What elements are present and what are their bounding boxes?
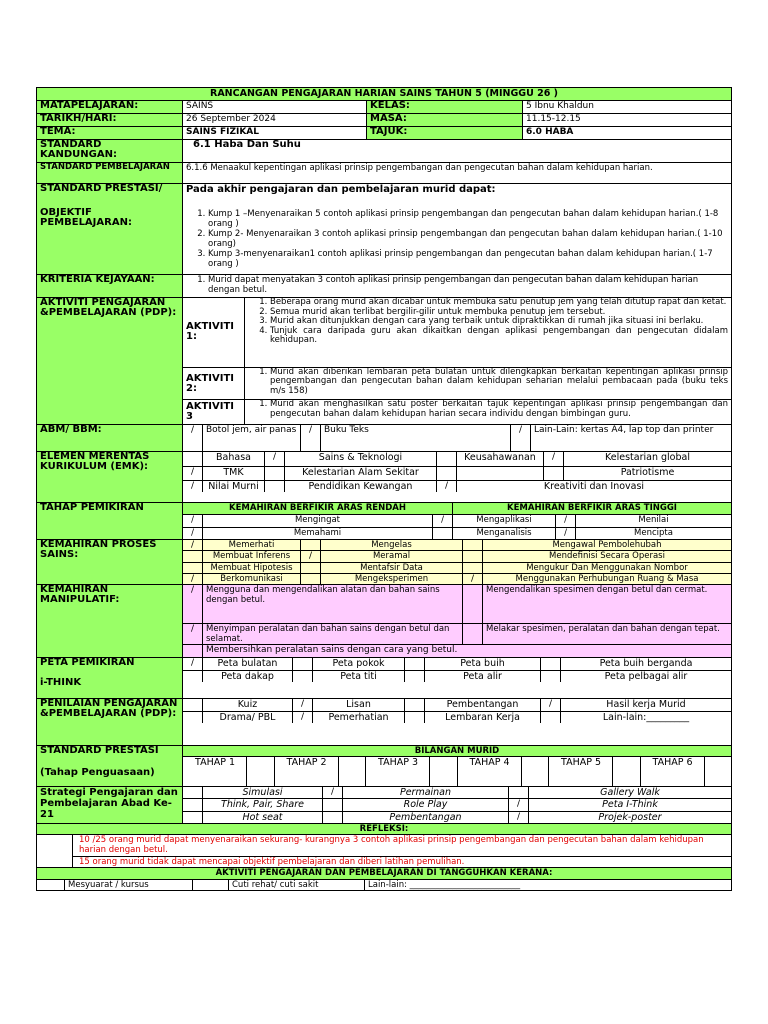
grid-item: Menganalisis — [453, 528, 556, 540]
check-mark: / — [183, 658, 203, 670]
standard-pembelajaran-value: 6.1.6 Menaakul kepentingan aplikasi prinsip pengembangan dan pengecutan bahan dalam kehidupan harian. — [186, 163, 653, 173]
grid-item: Memahami — [203, 528, 433, 540]
check-mark: / — [183, 540, 203, 550]
grid-item: Think, Pair, Share — [203, 799, 323, 810]
manipulatif-row — [183, 624, 731, 645]
aktiviti-step: 4. Tunjuk cara daripada guru akan dikaitkan dengan aplikasi pengembangan dan pengecutan didalam kehidupan. — [270, 327, 728, 346]
tahap-level: TAHAP 4 — [458, 757, 522, 786]
check-mark: / — [183, 528, 203, 540]
grid-item: Menggunakan Perhubungan Ruang & Masa — [515, 573, 699, 584]
grid-item: Mengendalikan spesimen dengan betul dan cermat. — [486, 585, 708, 595]
grid-item: Peta pokok — [313, 658, 405, 670]
manipulatif-label: KEMAHIRAN MANIPULATIF: — [37, 585, 183, 657]
check-mark — [509, 787, 529, 798]
grid-item: Bahasa — [203, 452, 265, 466]
check-mark: / — [433, 515, 453, 527]
kps-rows-row — [183, 563, 731, 574]
kriteria-label: KRITERIA KEJAYAAN: — [37, 275, 183, 297]
aktiviti-blocks — [183, 298, 731, 424]
grid-item: Projek-poster — [598, 811, 662, 823]
grid-item: Kelestarian Alam Sekitar — [285, 467, 437, 480]
grid-item: Mencipta — [634, 527, 673, 538]
ithink-rows-row — [183, 671, 731, 682]
check-mark: / — [437, 481, 457, 492]
check-mark — [183, 671, 203, 682]
check-mark: / — [556, 515, 576, 527]
strategi-rows-row — [183, 812, 731, 823]
check-mark: / — [183, 574, 203, 584]
grid-item: TMK — [203, 467, 265, 480]
aktiviti-name: AKTIVITI 1: — [183, 298, 245, 367]
kps-rows-row — [183, 574, 731, 584]
check-mark — [183, 787, 203, 798]
standard-kandungan-label: STANDARD KANDUNGAN: — [37, 140, 183, 162]
manipulatif-row — [183, 645, 731, 657]
check-mark — [463, 585, 483, 623]
tahap-count — [247, 757, 275, 786]
grid-item: Mengeksperimen — [321, 574, 463, 584]
grid-item: Membuat Inferens — [203, 551, 301, 561]
check-mark: / — [323, 787, 343, 798]
refleksi-line-2: 15 orang murid tidak dapat mencapai objektif pembelajaran dan diberi latihan pemulihan. — [79, 857, 465, 867]
tahap-pemikiran-row — [183, 515, 731, 528]
manipulatif-row — [183, 585, 731, 624]
grid-item: Peta dakap — [203, 671, 293, 682]
abm-item-1: Botol jem, air panas — [203, 425, 301, 451]
standard-kandungan-value: 6.1 Haba Dan Suhu — [193, 140, 301, 150]
objektif-content — [183, 184, 731, 274]
check-mark: / — [301, 551, 321, 561]
grid-item: Pembentangan — [343, 812, 509, 823]
check-mark: / — [509, 812, 529, 823]
grid-item: Peta alir — [425, 671, 541, 682]
kriteria-item: 1. Murid dapat menyatakan 3 contoh aplikasi prinsip pengembangan dan pengecutan bahan dalam kehidupan harian dengan betul. — [208, 275, 728, 295]
objektif-item: 2. Kump 2- Menyenaraikan 3 contoh aplikasi prinsip pengembangan dan pengecutan bahan dalam kehidupan harian.( 1-10 orang) — [208, 229, 728, 249]
check-mark — [183, 645, 203, 657]
check-mark — [405, 712, 425, 723]
check-mark — [544, 467, 564, 480]
kriteria-content — [183, 275, 731, 297]
check-mark — [437, 452, 457, 466]
grid-item: Melakar spesimen, peralatan dan bahan dengan tepat. — [486, 624, 720, 634]
grid-item: Lisan — [313, 699, 405, 711]
standard-prestasi-title: STANDARD PRESTASI — [40, 746, 159, 756]
kps-grid — [183, 540, 731, 584]
grid-item: Simulasi — [203, 787, 323, 798]
tahap-count — [339, 757, 367, 786]
check-mark — [183, 799, 203, 810]
check-mark — [183, 563, 203, 573]
check-mark — [433, 528, 453, 540]
grid-item: Nilai Murni — [203, 481, 265, 492]
grid-item: Meramal — [321, 551, 463, 561]
aktiviti-content — [245, 400, 731, 424]
tangguh-item-1: Mesyuarat / kursus — [65, 880, 193, 890]
kps-rows-row — [183, 551, 731, 562]
tahap-pemikiran-label: TAHAP PEMIKIRAN — [37, 503, 183, 539]
aktiviti-steps — [248, 298, 728, 346]
grid-item: Mengaplikasi — [453, 515, 556, 527]
check-mark: / — [183, 481, 203, 492]
abm-mark-2: / — [301, 425, 321, 451]
check-mark — [541, 658, 561, 670]
document-title: RANCANGAN PENGAJARAN HARIAN SAINS TAHUN 5 (MINGGU 26 ) — [210, 88, 558, 99]
grid-item: Lain-lain:_________ — [602, 712, 690, 723]
grid-item: Menyimpan peralatan dan bahan sains dengan betul dan selamat. — [203, 624, 463, 644]
emk-rows-row — [183, 452, 731, 467]
check-mark: / — [183, 467, 203, 480]
abm-label: ABM/ BBM: — [37, 425, 183, 451]
check-mark: / — [544, 452, 564, 466]
grid-item: Kuiz — [203, 699, 293, 711]
strategi-rows-row — [183, 799, 731, 811]
grid-item: Keusahawanan — [457, 452, 544, 466]
standard-pembelajaran-label: STANDARD PEMBELAJARAN — [37, 163, 183, 183]
check-mark — [301, 563, 321, 573]
grid-item: Drama/ PBL — [203, 712, 293, 723]
tajuk-value: 6.0 HABA — [526, 127, 574, 137]
grid-item: Sains & Teknologi — [285, 452, 437, 466]
tahap-level: TAHAP 1 — [183, 757, 247, 786]
check-mark — [463, 540, 483, 550]
aktiviti-name: AKTIVITI 2: — [183, 368, 245, 399]
check-mark — [463, 624, 483, 644]
check-mark: / — [463, 574, 483, 584]
aktiviti-step: 2. Semua murid akan terlibat bergilir-gilir untuk membuka penutup jem tersebut. — [270, 308, 728, 318]
check-mark: / — [293, 699, 313, 711]
check-mark — [463, 551, 483, 561]
grid-item: Patriotisme — [620, 467, 675, 478]
check-mark — [301, 540, 321, 550]
check-mark — [437, 467, 457, 480]
tangguh-header: AKTIVITI PENGAJARAN DAN PEMBELAJARAN DI TANGGUHKAN KERANA: — [215, 868, 553, 878]
masa-label: MASA: — [367, 114, 523, 126]
check-mark — [323, 799, 343, 810]
bilangan-murid-header: BILANGAN MURID — [414, 746, 500, 756]
check-mark — [183, 812, 203, 823]
ithink-grid — [183, 658, 731, 698]
check-mark — [183, 712, 203, 723]
refleksi-line-1: 10 /25 orang murid dapat menyenaraikan sekurang- kurangnya 3 contoh aplikasi prinsip pengembangan dan pengecutan bahan dalam kehidupan harian dengan betul. — [79, 835, 704, 855]
check-mark — [183, 551, 203, 561]
grid-item: Pemerhatian — [313, 712, 405, 723]
grid-item: Gallery Walk — [600, 787, 660, 798]
tahap-count — [705, 757, 732, 786]
grid-item: Mengingat — [203, 515, 433, 527]
check-mark: / — [509, 799, 529, 810]
strategi-label: Strategi Pengajaran dan Pembelajaran Abad Ke-21 — [37, 787, 183, 823]
bilangan-murid-grid — [183, 746, 731, 786]
kelas-label: KELAS: — [367, 101, 523, 113]
strategi-grid — [183, 787, 731, 823]
check-mark: / — [541, 699, 561, 711]
tahap-pemikiran-grid — [183, 503, 731, 539]
abm-item-2: Buku Teks — [321, 425, 511, 451]
manipulatif-grid — [183, 585, 731, 657]
grid-item: Peta bulatan — [203, 658, 293, 670]
emk-grid — [183, 452, 731, 502]
check-mark — [265, 467, 285, 480]
check-mark — [541, 671, 561, 682]
tahap-pemikiran-row — [183, 528, 731, 540]
aktiviti-step: 1. Murid akan diberikan lembaran peta bulatan untuk dilengkapkan berkaitan kepentingan aplikasi prinsip pengembangan dan pengecutan bahan dalam kehidupan seharian melalui pembacaan pada (buku teks m/s 158) — [270, 368, 728, 397]
abm-mark-1: / — [183, 425, 203, 451]
kbat-tinggi-header: KEMAHIRAN BERFIKIR ARAS TINGGI — [507, 503, 677, 513]
check-mark: / — [183, 585, 203, 623]
tahap-level: TAHAP 6 — [641, 757, 705, 786]
tarikh-label: TARIKH/HARI: — [37, 114, 183, 126]
check-mark: / — [293, 712, 313, 723]
grid-item: Peta buih — [425, 658, 541, 670]
aktiviti-content — [245, 298, 731, 367]
peta-pemikiran-label — [37, 658, 183, 698]
grid-item: Pembentangan — [425, 699, 541, 711]
grid-item: Mentafsir Data — [321, 563, 463, 573]
grid-item: Pendidikan Kewangan — [285, 481, 437, 492]
tema-value: SAINS FIZIKAL — [183, 127, 367, 139]
tahap-level: TAHAP 2 — [275, 757, 339, 786]
aktiviti-name: AKTIVITI 3 — [183, 400, 245, 424]
grid-item: Role Play — [343, 799, 509, 810]
aktiviti-label: AKTIVITI PENGAJARAN &PEMBELAJARAN (PDP): — [37, 298, 183, 424]
kps-label: KEMAHIRAN PROSES SAINS: — [37, 540, 183, 584]
emk-label: ELEMEN MERENTAS KURIKULUM (EMK): — [37, 452, 183, 502]
penilaian-label: PENILAIAN PENGAJARAN &PEMBELAJARAN (PDP): — [37, 699, 183, 745]
kbat-rendah-header: KEMAHIRAN BERFIKIR ARAS RENDAH — [183, 503, 453, 514]
ithink-title: i-THINK — [40, 677, 82, 688]
objektif-item: 3. Kump 3-menyenaraikan1 contoh aplikasi prinsip pengembangan dan pengecutan bahan dalam kehidupan harian.( 1-7 orang ) — [208, 249, 728, 269]
check-mark: / — [183, 515, 203, 527]
tarikh-value: 26 September 2024 — [183, 114, 367, 126]
grid-item: Mengukur Dan Menggunakan Nombor — [526, 562, 688, 573]
tahap-count — [613, 757, 641, 786]
aktiviti-steps — [248, 368, 728, 397]
aktiviti-block — [183, 368, 731, 400]
penilaian-rows-row — [183, 712, 731, 723]
strategi-rows-row — [183, 787, 731, 799]
grid-item: Peta buih berganda — [599, 658, 693, 669]
refleksi-header: REFLEKSI: — [359, 824, 409, 834]
check-mark — [301, 574, 321, 584]
aktiviti-content — [245, 368, 731, 399]
objektif-label — [37, 184, 183, 274]
penilaian-grid — [183, 699, 731, 745]
penilaian-rows-row — [183, 699, 731, 712]
standard-prestasi-block-label — [37, 746, 183, 786]
emk-rows-row — [183, 467, 731, 481]
standard-prestasi-label: STANDARD PRESTASI/ — [40, 184, 163, 194]
grid-item: Peta titi — [313, 671, 405, 682]
check-mark — [183, 452, 203, 466]
objektif-intro: Pada akhir pengajaran dan pembelajaran murid dapat: — [186, 184, 496, 195]
objektif-item: 1. Kump 1 –Menyenaraikan 5 contoh aplikasi prinsip pengembangan dan pengecutan bahan dalam kehidupan harian.( 1-8 orang ) — [208, 209, 728, 229]
check-mark — [265, 481, 285, 492]
lesson-plan-document — [36, 87, 732, 891]
emk-rows-row — [183, 481, 731, 492]
check-mark: / — [265, 452, 285, 466]
grid-item: Membuat Hipotesis — [203, 563, 301, 573]
check-mark — [293, 671, 313, 682]
grid-item: Membersihkan peralatan sains dengan cara yang betul. — [206, 645, 458, 655]
kps-rows-row — [183, 540, 731, 551]
check-mark — [293, 658, 313, 670]
grid-item: Peta I-Think — [602, 799, 658, 811]
grid-item: Kelestarian global — [605, 452, 690, 463]
check-mark — [323, 812, 343, 823]
grid-item: Mengelas — [321, 540, 463, 550]
aktiviti-block — [183, 400, 731, 424]
check-mark: / — [183, 624, 203, 644]
aktiviti-step: 1. Murid akan menghasilkan satu poster berkaitan tajuk kepentingan aplikasi prinsip pengembangan dan pengecutan bahan dalam kehidupan harian secara individu dengan bimbingan guru. — [270, 400, 728, 419]
check-mark — [405, 658, 425, 670]
abm-mark-3: / — [511, 425, 531, 451]
grid-item: Permainan — [343, 787, 509, 798]
grid-item: Peta pelbagai alir — [604, 671, 688, 682]
grid-item: Mengguna dan mengendalikan alatan dan bahan sains dengan betul. — [203, 585, 463, 623]
ithink-rows-row — [183, 658, 731, 671]
objektif-list — [186, 209, 728, 269]
abm-item-3: Lain-Lain: kertas A4, lap top dan printer — [534, 425, 714, 435]
grid-item: Lembaran Kerja — [425, 712, 541, 723]
aktiviti-step: 3. Murid akan ditunjukkan dengan cara yang terbaik untuk dipraktikkan di rumah jika situasi ini berlaku. — [270, 317, 728, 327]
masa-value: 11.15-12.15 — [526, 114, 581, 124]
check-mark: / — [556, 528, 576, 540]
tahap-level: TAHAP 3 — [366, 757, 430, 786]
peta-pemikiran-title: PETA PEMIKIRAN — [40, 658, 135, 668]
grid-item: Hasil kerja Murid — [606, 699, 686, 710]
tema-label: TEMA: — [37, 127, 183, 139]
kelas-value: 5 Ibnu Khaldun — [526, 101, 594, 111]
check-mark — [541, 712, 561, 723]
refleksi-lines — [73, 835, 731, 867]
matapelajaran-value: SAINS — [183, 101, 367, 113]
grid-item: Mengawal Pembolehubah — [552, 540, 662, 550]
grid-item: Berkomunikasi — [203, 574, 301, 584]
tajuk-label: TAJUK: — [367, 127, 523, 139]
check-mark — [405, 671, 425, 682]
tangguh-item-2: Cuti rehat/ cuti sakit — [229, 880, 365, 890]
objektif-pembelajaran-label: OBJEKTIF PEMBELAJARAN: — [40, 207, 132, 228]
tangguh-item-3: Lain-lain: __________________________ — [368, 880, 521, 890]
aktiviti-step: 1. Beberapa orang murid akan dicabar untuk membuka satu penutup jem yang telah ditutup rapat dan ketat. — [270, 298, 728, 308]
tahap-level: TAHAP 5 — [549, 757, 613, 786]
grid-item — [457, 467, 544, 480]
aktiviti-block — [183, 298, 731, 368]
matapelajaran-label: MATAPELAJARAN: — [37, 101, 183, 113]
grid-item: Menilai — [638, 515, 669, 525]
grid-item: Hot seat — [203, 812, 323, 823]
grid-item: Kreativiti dan Inovasi — [543, 481, 645, 492]
grid-item: Memerhati — [203, 540, 301, 550]
aktiviti-steps — [248, 400, 728, 419]
check-mark — [405, 699, 425, 711]
tahap-count — [430, 757, 458, 786]
grid-item: Mendefinisi Secara Operasi — [549, 551, 665, 562]
tahap-count — [522, 757, 550, 786]
check-mark — [183, 699, 203, 711]
tahap-penguasaan-title: (Tahap Penguasaan) — [40, 767, 155, 778]
kriteria-list — [186, 275, 728, 295]
check-mark — [463, 563, 483, 573]
